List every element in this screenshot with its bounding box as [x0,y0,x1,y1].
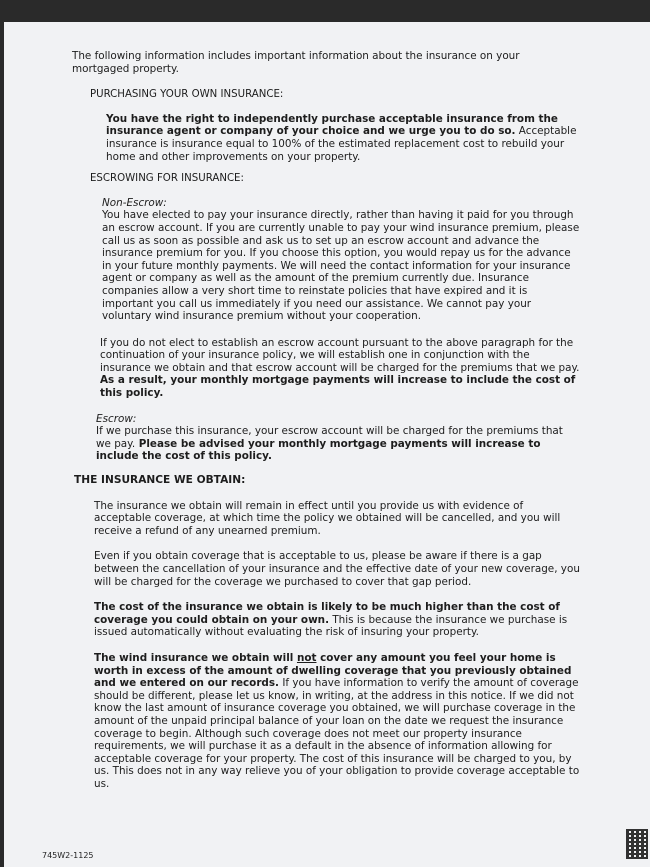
footer-code: 745W2-1125 [42,851,94,861]
non-escrow-paragraph: You have elected to pay your insurance directly, rather than having it paid for you through an escrow account. If you are currently unable to pay your wind insurance premium, please call us as soon as possible and ask us to set up an escrow account and advance the insurance premium for you. If you choose this option, you would repay us for the advance in your future monthly payments. We will need the contact information for your insurance agent or company as well as the amount of the premium currently due. Insurance companies allow a very short time to reinstate policies that have expired and it is important you call us immediately if you need our assistance. We cannot pay your voluntary wind insurance premium without your cooperation. [102,209,580,323]
insurance-obtain-heading: THE INSURANCE WE OBTAIN: [74,474,246,487]
purchasing-heading: PURCHASING YOUR OWN INSURANCE: [90,89,284,101]
obtain-p3-bold: The cost of the insurance we obtain is likely to be much higher than the cost of coverage you could obtain on your own. [94,601,560,626]
obtain-p3-rest: This is because the insurance we purchase is issued automatically without evaluating the risk of insuring your property. [94,613,568,639]
purchasing-rest-text: Acceptable insurance is insurance equal to 100% of the estimated replacement cost to rebuild your home and other improvements on your property. [106,125,577,163]
non-escrow-title: Non-Escrow: [102,196,167,209]
escrow-followup-paragraph [100,337,580,400]
obtain-p4-bold-b: cover any amount you feel your home is worth in excess of the amount of dwelling coverage that you previously obtained and we entered on our records. [94,651,572,690]
obtain-paragraph-4 [94,652,580,791]
escrow-paragraph [96,425,580,463]
escrow-title: Escrow: [96,412,137,425]
obtain-paragraph-1: The insurance we obtain will remain in effect until you provide us with evidence of acceptable coverage, at which time the policy we obtained will be cancelled, and you will receive a refund of any unearned premium. [94,499,561,537]
escrow-bold: Please be advised your monthly mortgage payments will increase to include the cost of this policy. [96,437,541,463]
escrowing-heading: ESCROWING FOR INSURANCE: [90,173,244,185]
intro-paragraph: The following information includes important information about the insurance on your mortgaged property. [72,50,520,75]
escrow-followup-bold: As a result, your monthly mortgage payments will increase to include the cost of this policy. [100,374,576,400]
purchasing-bold-text: You have the right to independently purchase acceptable insurance from the insurance agent or company of your choice and we urge you to do so. [106,112,558,138]
obtain-paragraph-3 [94,601,580,639]
document-page [4,22,650,867]
barcode-icon [626,829,648,859]
obtain-p4-rest: If you have information to verify the amount of coverage should be different, please let us know, in writing, at the address in this notice. If we did not know the last amount of insurance coverage you obtained, we will purchase coverage in the amount of the unpaid principal balance of your loan on the date we request the insurance coverage to begin. Although such coverage does not meet our property insurance requirements, we will purchase it as a default in the absence of information allowing for acceptable coverage for your property. The cost of this insurance will be charged to you, by us. This does not in any way relieve you of your obligation to provide coverage acceptable to us. [94,677,580,790]
obtain-p4-not: not [296,651,317,664]
escrow-text: If we purchase this insurance, your escrow account will be charged for the premiums that we pay. [96,425,563,450]
escrow-followup-text: If you do not elect to establish an escrow account pursuant to the above paragraph for the continuation of your insurance policy, we will establish one in conjunction with the insurance we obtain and that escrow account will be charged for the premiums that we pay. [100,336,580,374]
obtain-p4-bold-a: The wind insurance we obtain will [94,651,297,664]
purchasing-paragraph [106,113,580,163]
obtain-paragraph-2: Even if you obtain coverage that is acceptable to us, please be aware if there is a gap between the cancellation of your insurance and the effective date of your new coverage, you will be charged for the coverage we purchased to cover that gap period. [94,550,580,588]
